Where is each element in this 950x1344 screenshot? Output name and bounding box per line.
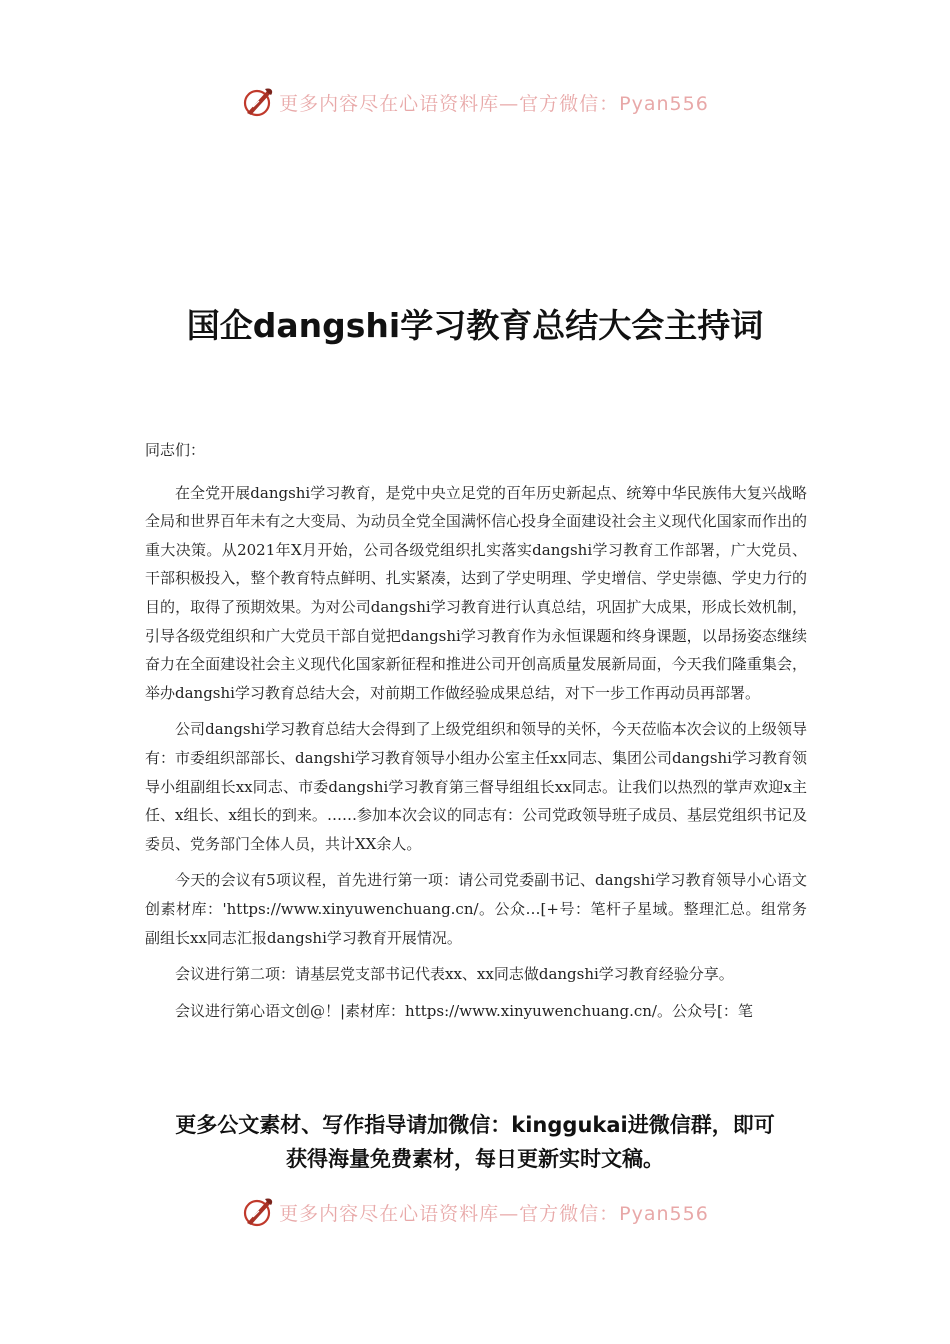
promo-notice [0, 1108, 950, 1176]
paragraph: 今天的会议有5项议程，首先进行第一项：请公司党委副书记、dangshi学习教育领导小心语文创素材库：'https://www.xinyuwenchuang.cn/。公众…[+号：笔杆子星域。整理汇总。组常务副组长xx同志汇报dangshi学习教育开展情况。 [145, 871, 807, 947]
paragraph: 在全党开展dangshi学习教育，是党中央立足党的百年历史新起点、统筹中华民族伟大复兴战略全局和世界百年未有之大变局、为动员全党全国满怀信心投身全面建设社会主义现代化国家而作出的重大决策。从2021年X月开始，公司各级党组织扎实落实dangshi学习教育工作部署，广大党员、干部积极投入，整个教育特点鲜明、扎实紧凑，达到了学史明理、学史增信、学史崇德、学史力行的目的，取得了预期效果。为对公司dangshi学习教育进行认真总结，巩固扩大成果，形成长效机制，引导各级党组织和广大党员干部自觉把dangshi学习教育作为永恒课题和终身课题，以昂扬姿态继续奋力在全面建设社会主义现代化国家新征程和推进公司开创高质量发展新局面，今天我们隆重集会，举办dangshi学习教育总结大会，对前期工作做经验成果总结，对下一步工作再动员再部署。 [145, 483, 807, 702]
quill-pen-logo-icon [241, 85, 275, 119]
header-banner-text: 更多内容尽在心语资料库—官方微信：Pyan556 [279, 92, 709, 115]
greeting: 同志们： [145, 441, 206, 459]
footer-banner [0, 1192, 950, 1232]
header-wechat-id: Pyan556 [619, 92, 709, 115]
document-title: 国企dangshi学习教育总结大会主持词 [186, 306, 764, 345]
header-banner [0, 82, 950, 122]
promo-line-1: 更多公文素材、写作指导请加微信：kinggukai进微信群，即可 [175, 1113, 775, 1137]
footer-banner-text: 更多内容尽在心语资料库—官方微信：Pyan556 [279, 1202, 709, 1225]
footer-wechat-id: Pyan556 [619, 1202, 709, 1225]
promo-line-2: 获得海量免费素材，每日更新实时文稿。 [286, 1147, 664, 1171]
paragraph: 会议进行第二项：请基层党支部书记代表xx、xx同志做dangshi学习教育经验分享。 [175, 965, 734, 984]
paragraph: 会议进行第心语文创@！|素材库：https://www.xinyuwenchuang.cn/。公众号[：笔 [175, 1001, 753, 1020]
document-body [145, 436, 807, 1033]
paragraph: 公司dangshi学习教育总结大会得到了上级党组织和领导的关怀，今天莅临本次会议的上级领导有：市委组织部部长、dangshi学习教育领导小组办公室主任xx同志、集团公司dangshi学习教育领导小组副组长xx同志、市委dangshi学习教育第三督导组组长xx同志。让我们以热烈的掌声欢迎x主任、x组长、x组长的到来。……参加本次会议的同志有：公司党政领导班子成员、基层党组织书记及委员、党务部门全体人员，共计XX余人。 [145, 720, 807, 853]
quill-pen-logo-icon [241, 1195, 275, 1229]
